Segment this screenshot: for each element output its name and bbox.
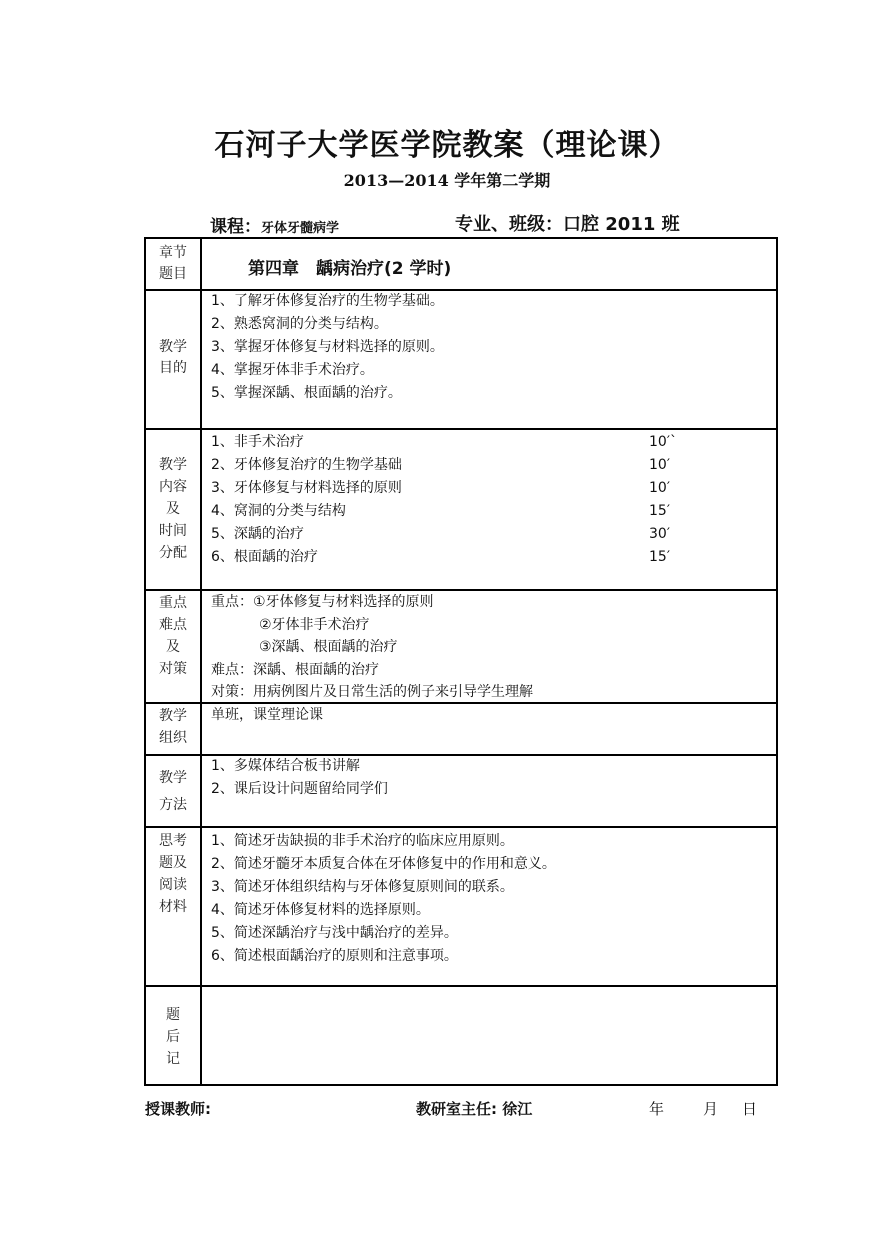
day-label: 日 xyxy=(742,1100,758,1118)
document-title: 石河子大学医学院教案（理论课） xyxy=(214,128,680,163)
list-item: 2、牙体修复治疗的生物学基础 xyxy=(211,457,402,473)
chapter-label: 章节 题目 xyxy=(159,245,187,282)
organization-text: 单班，课堂理论课 xyxy=(211,707,323,723)
methods-list xyxy=(211,755,388,801)
minutes-value: 10′ xyxy=(649,457,670,473)
reading-label: 思考 题及 阅读 材料 xyxy=(159,833,187,915)
list-item: 5、深龋的治疗 xyxy=(211,526,304,542)
content-topics xyxy=(211,431,402,569)
key-points-label: 重点 难点 及 对策 xyxy=(159,595,187,677)
minutes-value: 10′` xyxy=(649,434,677,450)
reading-list xyxy=(211,830,556,968)
row-divider xyxy=(144,428,778,430)
minutes-value: 10′ xyxy=(649,480,670,496)
key-points-text: 重点：①牙体修复与材料选择的原则 ②牙体非手术治疗 ③深龋、根面龋的治疗 难点：深龋、根面龋的治疗 对策：用病例图片及日常生活的例子来引导学生理解 xyxy=(211,594,533,700)
content-label: 教学 内容 及 时间 分配 xyxy=(159,457,187,561)
table-column-divider xyxy=(200,237,202,1086)
director-line: 教研室主任: 徐江 xyxy=(416,1100,533,1118)
list-item: 1、非手术治疗 xyxy=(211,434,304,450)
objectives-list xyxy=(211,290,444,405)
list-item: 4、掌握牙体非手术治疗。 xyxy=(211,362,374,378)
list-item: 2、课后设计问题留给同学们 xyxy=(211,781,388,797)
postscript-label: 题 后 记 xyxy=(166,1007,180,1067)
major-class-line: 专业、班级：口腔 2011 班 xyxy=(455,214,680,235)
objectives-label: 教学 目的 xyxy=(159,339,187,376)
row-divider xyxy=(144,826,778,828)
methods-label: 教学 方法 xyxy=(159,770,187,813)
list-item: 2、简述牙髓牙本质复合体在牙体修复中的作用和意义。 xyxy=(211,856,556,872)
list-item: 4、窝洞的分类与结构 xyxy=(211,503,346,519)
list-item: 2、熟悉窝洞的分类与结构。 xyxy=(211,316,388,332)
list-item: 3、掌握牙体修复与材料选择的原则。 xyxy=(211,339,444,355)
list-item: 3、简述牙体组织结构与牙体修复原则间的联系。 xyxy=(211,879,514,895)
content-minutes xyxy=(649,431,677,569)
minutes-value: 30′ xyxy=(649,526,670,542)
list-item: 1、了解牙体修复治疗的生物学基础。 xyxy=(211,293,444,309)
list-item: 4、简述牙体修复材料的选择原则。 xyxy=(211,902,430,918)
row-divider xyxy=(144,985,778,987)
list-item: 5、简述深龋治疗与浅中龋治疗的差异。 xyxy=(211,925,458,941)
course-label: 课程： xyxy=(210,217,261,237)
list-item: 1、多媒体结合板书讲解 xyxy=(211,758,360,774)
list-item: 5、掌握深龋、根面龋的治疗。 xyxy=(211,385,402,401)
list-item: 6、简述根面龋治疗的原则和注意事项。 xyxy=(211,948,458,964)
year-label: 年 xyxy=(649,1100,665,1118)
month-label: 月 xyxy=(703,1100,719,1118)
minutes-value: 15′ xyxy=(649,549,670,565)
list-item: 3、牙体修复与材料选择的原则 xyxy=(211,480,402,496)
teacher-label: 授课教师: xyxy=(145,1100,211,1118)
course-name: 牙体牙髓病学 xyxy=(261,221,340,236)
course-line xyxy=(210,212,339,237)
list-item: 1、简述牙齿缺损的非手术治疗的临床应用原则。 xyxy=(211,833,514,849)
chapter-title: 第四章 龋病治疗(2 学时) xyxy=(248,259,452,279)
minutes-value: 15′ xyxy=(649,503,670,519)
organization-label: 教学 组织 xyxy=(159,708,187,746)
list-item: 6、根面龋的治疗 xyxy=(211,549,318,565)
semester-line: 2013—2014 学年第二学期 xyxy=(343,171,551,190)
